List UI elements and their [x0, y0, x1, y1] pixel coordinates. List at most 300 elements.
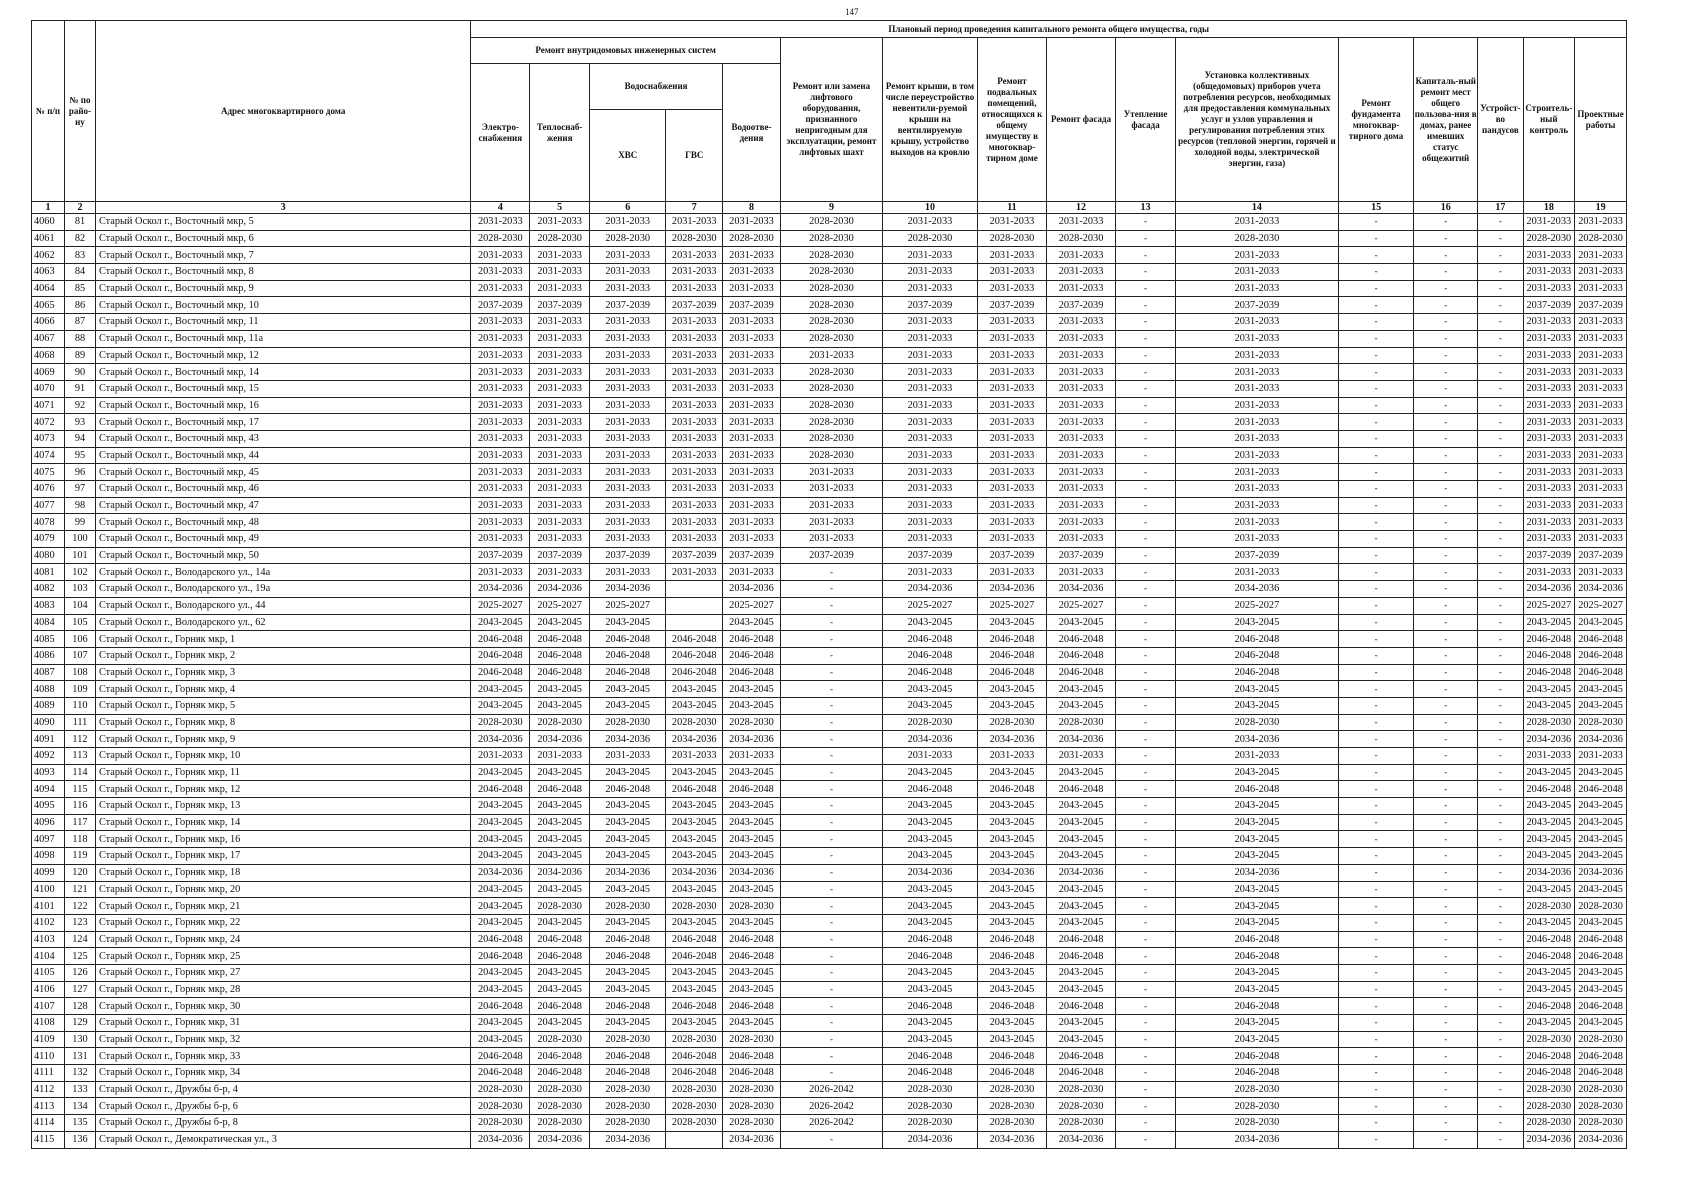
period-cell: 2043-2045	[1575, 764, 1627, 781]
period-cell: 2037-2039	[723, 297, 781, 314]
period-cell: 2043-2045	[1175, 881, 1338, 898]
period-cell: -	[1338, 514, 1413, 531]
period-cell: 2028-2030	[780, 330, 882, 347]
period-cell: 2031-2033	[1523, 464, 1575, 481]
period-cell: 2031-2033	[590, 247, 666, 264]
period-cell: -	[1338, 531, 1413, 548]
period-cell: -	[1116, 414, 1176, 431]
address-cell: Старый Оскол г., Восточный мкр, 48	[95, 514, 470, 531]
period-cell: 2046-2048	[590, 948, 666, 965]
period-cell: 2043-2045	[1523, 798, 1575, 815]
period-cell: 2037-2039	[780, 547, 882, 564]
period-cell: 2034-2036	[977, 731, 1046, 748]
district-number: 109	[65, 681, 96, 698]
period-cell: 2031-2033	[471, 414, 530, 431]
period-cell: -	[1478, 1031, 1523, 1048]
row-number: 4065	[32, 297, 65, 314]
period-cell: -	[1478, 531, 1523, 548]
period-cell: 2046-2048	[1175, 998, 1338, 1015]
period-cell: 2046-2048	[977, 781, 1046, 798]
period-cell: 2043-2045	[883, 981, 978, 998]
period-cell: 2031-2033	[1575, 347, 1627, 364]
period-cell: -	[1478, 247, 1523, 264]
period-cell: 2037-2039	[1523, 297, 1575, 314]
period-cell: -	[1478, 914, 1523, 931]
period-cell: 2031-2033	[977, 531, 1046, 548]
period-cell: 2028-2030	[590, 1115, 666, 1132]
period-cell: -	[1414, 264, 1478, 281]
period-cell: -	[1338, 981, 1413, 998]
period-cell: 2031-2033	[471, 464, 530, 481]
period-cell: 2034-2036	[1175, 864, 1338, 881]
period-cell: 2031-2033	[1047, 514, 1116, 531]
period-cell: -	[780, 597, 882, 614]
district-number: 120	[65, 864, 96, 881]
row-number: 4070	[32, 380, 65, 397]
period-cell: 2028-2030	[723, 1098, 781, 1115]
period-cell: 2031-2033	[1175, 280, 1338, 297]
period-cell: 2046-2048	[471, 664, 530, 681]
district-number: 113	[65, 748, 96, 765]
row-number: 4094	[32, 781, 65, 798]
period-cell: 2046-2048	[1047, 647, 1116, 664]
column-number: 9	[780, 202, 882, 214]
header-facade: Ремонт фасада	[1047, 38, 1116, 202]
period-cell: 2037-2039	[590, 547, 666, 564]
period-cell: 2043-2045	[723, 798, 781, 815]
table-row	[32, 347, 1627, 364]
period-cell: -	[1338, 714, 1413, 731]
period-cell: 2031-2033	[1523, 531, 1575, 548]
period-cell: 2037-2039	[1047, 297, 1116, 314]
period-cell: 2031-2033	[1175, 481, 1338, 498]
period-cell: -	[1478, 464, 1523, 481]
period-cell: 2031-2033	[1175, 748, 1338, 765]
period-cell: -	[1116, 1015, 1176, 1032]
period-cell: 2031-2033	[723, 414, 781, 431]
period-cell: 2031-2033	[1523, 564, 1575, 581]
period-cell: 2043-2045	[471, 898, 530, 915]
period-cell: 2043-2045	[471, 798, 530, 815]
period-cell: 2031-2033	[977, 497, 1046, 514]
period-cell: -	[1478, 1081, 1523, 1098]
period-cell: -	[1478, 781, 1523, 798]
period-cell: 2031-2033	[1575, 280, 1627, 297]
period-cell: -	[1116, 464, 1176, 481]
period-cell: 2031-2033	[1575, 447, 1627, 464]
header-hot-water: ГВС	[666, 110, 723, 202]
period-cell: -	[1478, 397, 1523, 414]
period-cell: 2043-2045	[666, 831, 723, 848]
period-cell: 2034-2036	[1175, 581, 1338, 598]
period-cell: 2031-2033	[780, 514, 882, 531]
period-cell: 2043-2045	[977, 914, 1046, 931]
table-row	[32, 981, 1627, 998]
period-cell: 2043-2045	[977, 964, 1046, 981]
period-cell: -	[1414, 948, 1478, 965]
header-drainage: Водоотве-дения	[723, 64, 781, 202]
period-cell: -	[1478, 881, 1523, 898]
row-number: 4071	[32, 397, 65, 414]
period-cell: -	[780, 1065, 882, 1082]
address-cell: Старый Оскол г., Горняк мкр, 11	[95, 764, 470, 781]
period-cell: -	[1478, 1131, 1523, 1148]
period-cell: 2046-2048	[883, 931, 978, 948]
period-cell: -	[1338, 297, 1413, 314]
row-number: 4109	[32, 1031, 65, 1048]
period-cell: 2046-2048	[977, 998, 1046, 1015]
table-row	[32, 330, 1627, 347]
period-cell: 2031-2033	[1523, 264, 1575, 281]
period-cell: 2031-2033	[471, 481, 530, 498]
district-number: 136	[65, 1131, 96, 1148]
table-row	[32, 998, 1627, 1015]
header-district-no: № по райо-ну	[65, 21, 96, 202]
period-cell: -	[780, 631, 882, 648]
address-cell: Старый Оскол г., Горняк мкр, 21	[95, 898, 470, 915]
period-cell: 2028-2030	[780, 447, 882, 464]
address-cell: Старый Оскол г., Горняк мкр, 10	[95, 748, 470, 765]
period-cell: -	[1414, 714, 1478, 731]
period-cell: 2046-2048	[723, 931, 781, 948]
period-cell: 2043-2045	[530, 881, 590, 898]
period-cell: 2043-2045	[977, 898, 1046, 915]
period-cell: -	[1338, 314, 1413, 331]
period-cell: 2028-2030	[883, 1098, 978, 1115]
period-cell: 2028-2030	[590, 230, 666, 247]
period-cell: 2046-2048	[590, 647, 666, 664]
period-cell: 2031-2033	[1523, 447, 1575, 464]
period-cell: 2028-2030	[977, 714, 1046, 731]
row-number: 4108	[32, 1015, 65, 1032]
column-number: 11	[977, 202, 1046, 214]
table-row	[32, 748, 1627, 765]
period-cell: 2028-2030	[1175, 1115, 1338, 1132]
period-cell: 2043-2045	[883, 964, 978, 981]
period-cell: 2034-2036	[977, 864, 1046, 881]
district-number: 108	[65, 664, 96, 681]
period-cell: 2043-2045	[1047, 964, 1116, 981]
row-number: 4093	[32, 764, 65, 781]
period-cell: -	[1414, 380, 1478, 397]
period-cell	[666, 614, 723, 631]
period-cell: 2031-2033	[1175, 364, 1338, 381]
period-cell: 2031-2033	[1575, 214, 1627, 231]
period-cell: -	[1414, 898, 1478, 915]
table-row	[32, 814, 1627, 831]
period-cell: 2043-2045	[530, 764, 590, 781]
period-cell: 2031-2033	[590, 531, 666, 548]
period-cell: 2046-2048	[1575, 631, 1627, 648]
period-cell: -	[1414, 881, 1478, 898]
period-cell: 2043-2045	[530, 831, 590, 848]
header-heating: Теплоснаб-жения	[530, 64, 590, 202]
period-cell: 2043-2045	[590, 681, 666, 698]
row-number: 4084	[32, 614, 65, 631]
period-cell: 2031-2033	[977, 748, 1046, 765]
period-cell: 2028-2030	[723, 1115, 781, 1132]
table-row	[32, 697, 1627, 714]
period-cell: -	[1478, 681, 1523, 698]
period-cell: -	[1338, 1031, 1413, 1048]
period-cell: 2025-2027	[1523, 597, 1575, 614]
table-row	[32, 831, 1627, 848]
period-cell: 2031-2033	[1175, 514, 1338, 531]
period-cell: -	[1414, 564, 1478, 581]
period-cell: 2034-2036	[471, 731, 530, 748]
row-number: 4096	[32, 814, 65, 831]
row-number: 4077	[32, 497, 65, 514]
row-number: 4104	[32, 948, 65, 965]
period-cell: 2043-2045	[666, 964, 723, 981]
period-cell: -	[780, 781, 882, 798]
row-number: 4110	[32, 1048, 65, 1065]
address-cell: Старый Оскол г., Восточный мкр, 45	[95, 464, 470, 481]
period-cell: 2046-2048	[883, 1065, 978, 1082]
period-cell: 2046-2048	[530, 1065, 590, 1082]
period-cell: -	[1338, 798, 1413, 815]
period-cell: 2031-2033	[1575, 414, 1627, 431]
period-cell: -	[1478, 1115, 1523, 1132]
period-cell: -	[1478, 647, 1523, 664]
period-cell: 2031-2033	[666, 564, 723, 581]
period-cell: 2028-2030	[780, 264, 882, 281]
period-cell: 2034-2036	[1575, 581, 1627, 598]
period-cell: 2028-2030	[666, 230, 723, 247]
column-number: 7	[666, 202, 723, 214]
period-cell: 2046-2048	[1047, 781, 1116, 798]
period-cell: 2028-2030	[590, 1081, 666, 1098]
period-cell: 2028-2030	[1523, 898, 1575, 915]
period-cell: 2046-2048	[883, 631, 978, 648]
period-cell: 2031-2033	[883, 531, 978, 548]
period-cell: 2037-2039	[530, 297, 590, 314]
period-cell: 2043-2045	[1523, 914, 1575, 931]
period-cell: 2028-2030	[977, 230, 1046, 247]
period-cell: 2028-2030	[1523, 1031, 1575, 1048]
period-cell: -	[1414, 848, 1478, 865]
address-cell: Старый Оскол г., Горняк мкр, 14	[95, 814, 470, 831]
period-cell: -	[1478, 998, 1523, 1015]
period-cell: -	[1338, 664, 1413, 681]
period-cell: -	[780, 1048, 882, 1065]
period-cell: 2043-2045	[977, 814, 1046, 831]
row-number: 4114	[32, 1115, 65, 1132]
period-cell: 2046-2048	[883, 998, 978, 1015]
period-cell: 2031-2033	[471, 214, 530, 231]
column-number: 6	[590, 202, 666, 214]
period-cell: 2031-2033	[723, 280, 781, 297]
period-cell: 2031-2033	[590, 464, 666, 481]
period-cell: -	[1338, 898, 1413, 915]
period-cell: 2031-2033	[590, 330, 666, 347]
period-cell: 2043-2045	[1175, 1015, 1338, 1032]
address-cell: Старый Оскол г., Горняк мкр, 30	[95, 998, 470, 1015]
period-cell: 2031-2033	[471, 347, 530, 364]
period-cell: -	[1338, 497, 1413, 514]
period-cell: 2043-2045	[471, 1015, 530, 1032]
period-cell: -	[1338, 481, 1413, 498]
period-cell: -	[1116, 364, 1176, 381]
period-cell: 2031-2033	[977, 214, 1046, 231]
district-number: 119	[65, 848, 96, 865]
period-cell: 2043-2045	[1523, 681, 1575, 698]
period-cell: 2031-2033	[723, 447, 781, 464]
period-cell: 2031-2033	[471, 447, 530, 464]
column-number: 13	[1116, 202, 1176, 214]
period-cell: -	[1414, 397, 1478, 414]
period-cell: 2034-2036	[977, 581, 1046, 598]
period-cell: -	[1478, 280, 1523, 297]
address-cell: Старый Оскол г., Восточный мкр, 43	[95, 430, 470, 447]
period-cell: 2028-2030	[471, 230, 530, 247]
period-cell: 2028-2030	[1047, 1115, 1116, 1132]
period-cell: 2043-2045	[1175, 814, 1338, 831]
period-cell: 2046-2048	[977, 1065, 1046, 1082]
table-row	[32, 681, 1627, 698]
row-number: 4064	[32, 280, 65, 297]
address-cell: Старый Оскол г., Восточный мкр, 15	[95, 380, 470, 397]
row-number: 4097	[32, 831, 65, 848]
period-cell: 2031-2033	[530, 380, 590, 397]
period-cell: 2043-2045	[723, 681, 781, 698]
period-cell: -	[1478, 414, 1523, 431]
period-cell: -	[1116, 748, 1176, 765]
table-row	[32, 781, 1627, 798]
period-cell: 2026-2042	[780, 1115, 882, 1132]
period-cell: -	[1414, 481, 1478, 498]
district-number: 95	[65, 447, 96, 464]
period-cell: -	[1338, 247, 1413, 264]
period-cell: -	[1414, 1081, 1478, 1098]
period-cell: 2046-2048	[1575, 664, 1627, 681]
period-cell: 2031-2033	[1175, 214, 1338, 231]
address-cell: Старый Оскол г., Горняк мкр, 1	[95, 631, 470, 648]
period-cell: 2028-2030	[666, 1115, 723, 1132]
period-cell: 2046-2048	[1047, 998, 1116, 1015]
table-row	[32, 931, 1627, 948]
period-cell: 2031-2033	[666, 264, 723, 281]
period-cell: 2043-2045	[723, 848, 781, 865]
district-number: 107	[65, 647, 96, 664]
period-cell: -	[1414, 330, 1478, 347]
period-cell: 2046-2048	[977, 664, 1046, 681]
period-cell: 2031-2033	[883, 380, 978, 397]
period-cell: -	[1116, 247, 1176, 264]
period-cell: 2043-2045	[1175, 614, 1338, 631]
period-cell: -	[1116, 1098, 1176, 1115]
period-cell: 2031-2033	[590, 564, 666, 581]
period-cell: -	[780, 647, 882, 664]
period-cell: 2043-2045	[977, 1031, 1046, 1048]
period-cell: -	[1338, 1048, 1413, 1065]
period-cell: 2031-2033	[1523, 430, 1575, 447]
period-cell: 2031-2033	[1523, 347, 1575, 364]
period-cell: 2046-2048	[471, 931, 530, 948]
period-cell: 2043-2045	[883, 798, 978, 815]
district-number: 132	[65, 1065, 96, 1082]
period-cell: 2043-2045	[530, 814, 590, 831]
period-cell: 2043-2045	[1047, 848, 1116, 865]
period-cell: -	[780, 564, 882, 581]
period-cell: 2031-2033	[1575, 430, 1627, 447]
period-cell: 2043-2045	[590, 814, 666, 831]
table-row	[32, 380, 1627, 397]
period-cell: 2031-2033	[471, 531, 530, 548]
period-cell: -	[1414, 914, 1478, 931]
period-cell: 2034-2036	[590, 1131, 666, 1148]
period-cell: 2031-2033	[666, 531, 723, 548]
period-cell: 2031-2033	[666, 247, 723, 264]
address-cell: Старый Оскол г., Восточный мкр, 50	[95, 547, 470, 564]
period-cell: -	[780, 881, 882, 898]
period-cell: 2043-2045	[1175, 831, 1338, 848]
period-cell: 2043-2045	[590, 881, 666, 898]
period-cell: 2028-2030	[1175, 230, 1338, 247]
period-cell: 2046-2048	[590, 781, 666, 798]
period-cell: -	[1414, 831, 1478, 848]
period-cell: -	[1478, 380, 1523, 397]
period-cell: 2031-2033	[590, 430, 666, 447]
period-cell: -	[1478, 981, 1523, 998]
period-cell: -	[1338, 731, 1413, 748]
district-number: 124	[65, 931, 96, 948]
period-cell: 2046-2048	[1523, 1048, 1575, 1065]
period-cell: 2034-2036	[1523, 864, 1575, 881]
period-cell: -	[1116, 964, 1176, 981]
period-cell: 2043-2045	[1047, 1015, 1116, 1032]
header-period: Плановый период проведения капитального ремонта общего имущества, годы	[471, 21, 1627, 38]
period-cell: 2043-2045	[666, 798, 723, 815]
header-water-group: Водоснабжения	[590, 64, 723, 110]
period-cell: -	[1414, 798, 1478, 815]
period-cell: -	[1414, 297, 1478, 314]
period-cell: 2031-2033	[977, 397, 1046, 414]
period-cell: 2028-2030	[1523, 1081, 1575, 1098]
period-cell: 2028-2030	[780, 430, 882, 447]
period-cell: 2028-2030	[723, 230, 781, 247]
period-cell: -	[1116, 447, 1176, 464]
table-row	[32, 314, 1627, 331]
table-row	[32, 1081, 1627, 1098]
period-cell: 2028-2030	[1575, 1115, 1627, 1132]
period-cell: 2031-2033	[1175, 414, 1338, 431]
district-number: 90	[65, 364, 96, 381]
capital-repair-table	[31, 20, 1627, 1149]
period-cell: 2031-2033	[530, 430, 590, 447]
period-cell: 2034-2036	[1523, 581, 1575, 598]
period-cell: 2046-2048	[883, 647, 978, 664]
period-cell: -	[1338, 881, 1413, 898]
period-cell: 2043-2045	[1575, 614, 1627, 631]
period-cell: 2031-2033	[666, 447, 723, 464]
period-cell: 2046-2048	[723, 664, 781, 681]
period-cell: -	[1116, 1031, 1176, 1048]
address-cell: Старый Оскол г., Горняк мкр, 13	[95, 798, 470, 815]
period-cell: 2046-2048	[1523, 998, 1575, 1015]
period-cell: 2043-2045	[530, 981, 590, 998]
period-cell: 2031-2033	[977, 280, 1046, 297]
period-cell: 2031-2033	[590, 280, 666, 297]
table-row	[32, 664, 1627, 681]
address-cell: Старый Оскол г., Восточный мкр, 9	[95, 280, 470, 297]
row-number: 4082	[32, 581, 65, 598]
period-cell: 2025-2027	[590, 597, 666, 614]
period-cell: -	[1478, 948, 1523, 965]
period-cell: 2031-2033	[1575, 497, 1627, 514]
period-cell: 2028-2030	[590, 1098, 666, 1115]
period-cell: -	[1414, 531, 1478, 548]
